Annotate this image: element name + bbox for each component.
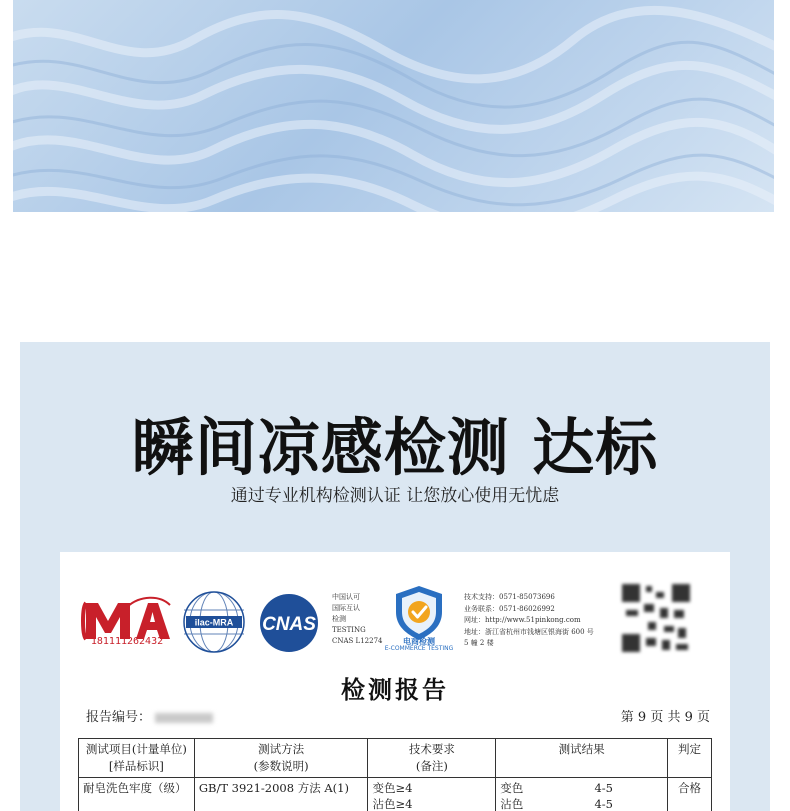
contact-line: 技术支持：0571-85073696: [464, 593, 555, 601]
header-line: 测试方法: [258, 742, 305, 756]
cell-result: [496, 778, 668, 811]
cnas-side-line: 国际互认: [332, 604, 360, 612]
result-value: 4-5: [594, 797, 614, 811]
header-test-item: [79, 739, 195, 778]
cma-number: 181111262432: [90, 636, 164, 647]
ecommerce-testing-label: 电商检测: [403, 637, 435, 646]
contact-line: 业务联系：0571-86026992: [464, 604, 555, 613]
result-value: 4-5: [594, 781, 614, 795]
result-line: [500, 796, 663, 811]
ilac-mra-logo: [182, 590, 246, 654]
header-line: 技术要求: [408, 742, 455, 756]
cnas-side-line: CNAS L12274: [332, 637, 383, 645]
header-line: [样品标识]: [108, 759, 164, 773]
fabric-closeup-image: [13, 0, 774, 212]
cnas-side-line: 中国认可: [332, 593, 360, 601]
contact-line: 地址：浙江省杭州市钱塘区银海街 600 号: [464, 627, 594, 636]
headline: 瞬间凉感检测 达标: [131, 411, 659, 484]
header-verdict: [668, 739, 712, 778]
cell-requirement: [368, 778, 496, 811]
result-line: [500, 780, 663, 796]
contact-line: 5 幢 2 楼: [464, 639, 494, 647]
header-test-method: [194, 739, 368, 778]
cell-test-item: 耐皂洗色牢度（级）: [79, 778, 195, 811]
report-number: [86, 706, 213, 725]
test-results-table: [78, 738, 712, 811]
header-line: (备注): [415, 759, 448, 773]
lab-contact-info: [464, 592, 594, 650]
cnas-logo: [250, 592, 328, 654]
header-line: 测试项目(计量单位): [85, 742, 187, 756]
header-result: [496, 739, 668, 778]
page-number: 第 9 页 共 9 页: [620, 710, 710, 725]
cnas-side-line: TESTING: [332, 626, 366, 634]
ilac-label: ilac-MRA: [194, 617, 234, 628]
header-line: 判定: [678, 742, 701, 756]
report-title: 检测报告: [341, 675, 449, 704]
header-line: (参数说明): [253, 759, 309, 773]
report-number-label: 报告编号：: [86, 710, 152, 725]
result-label: 变色: [500, 781, 524, 795]
header-line: 测试结果: [558, 742, 605, 756]
table-header-row: [79, 739, 712, 778]
subheadline: 通过专业机构检测认证 让您放心使用无忧虑: [230, 486, 560, 506]
requirement-line: 变色≥4: [372, 781, 413, 795]
redacted-report-number: [155, 713, 213, 723]
cnas-accreditation-text: [332, 592, 382, 647]
contact-line: 网址：http://www.51pinkong.com: [464, 616, 581, 624]
header-requirement: [368, 739, 496, 778]
cell-test-method: GB/T 3921-2008 方法 A(1): [194, 778, 368, 811]
cnas-label: CNAS: [262, 614, 316, 635]
cnas-side-line: 检测: [332, 615, 346, 623]
requirement-line: 沾色≥4: [372, 797, 413, 811]
qr-code-image: [620, 582, 692, 654]
table-row: [79, 778, 712, 811]
cell-verdict: 合格: [668, 778, 712, 811]
test-report-document: [60, 552, 730, 811]
ecommerce-testing-sublabel: E-COMMERCE TESTING: [384, 645, 454, 652]
result-label: 沾色: [500, 797, 524, 811]
